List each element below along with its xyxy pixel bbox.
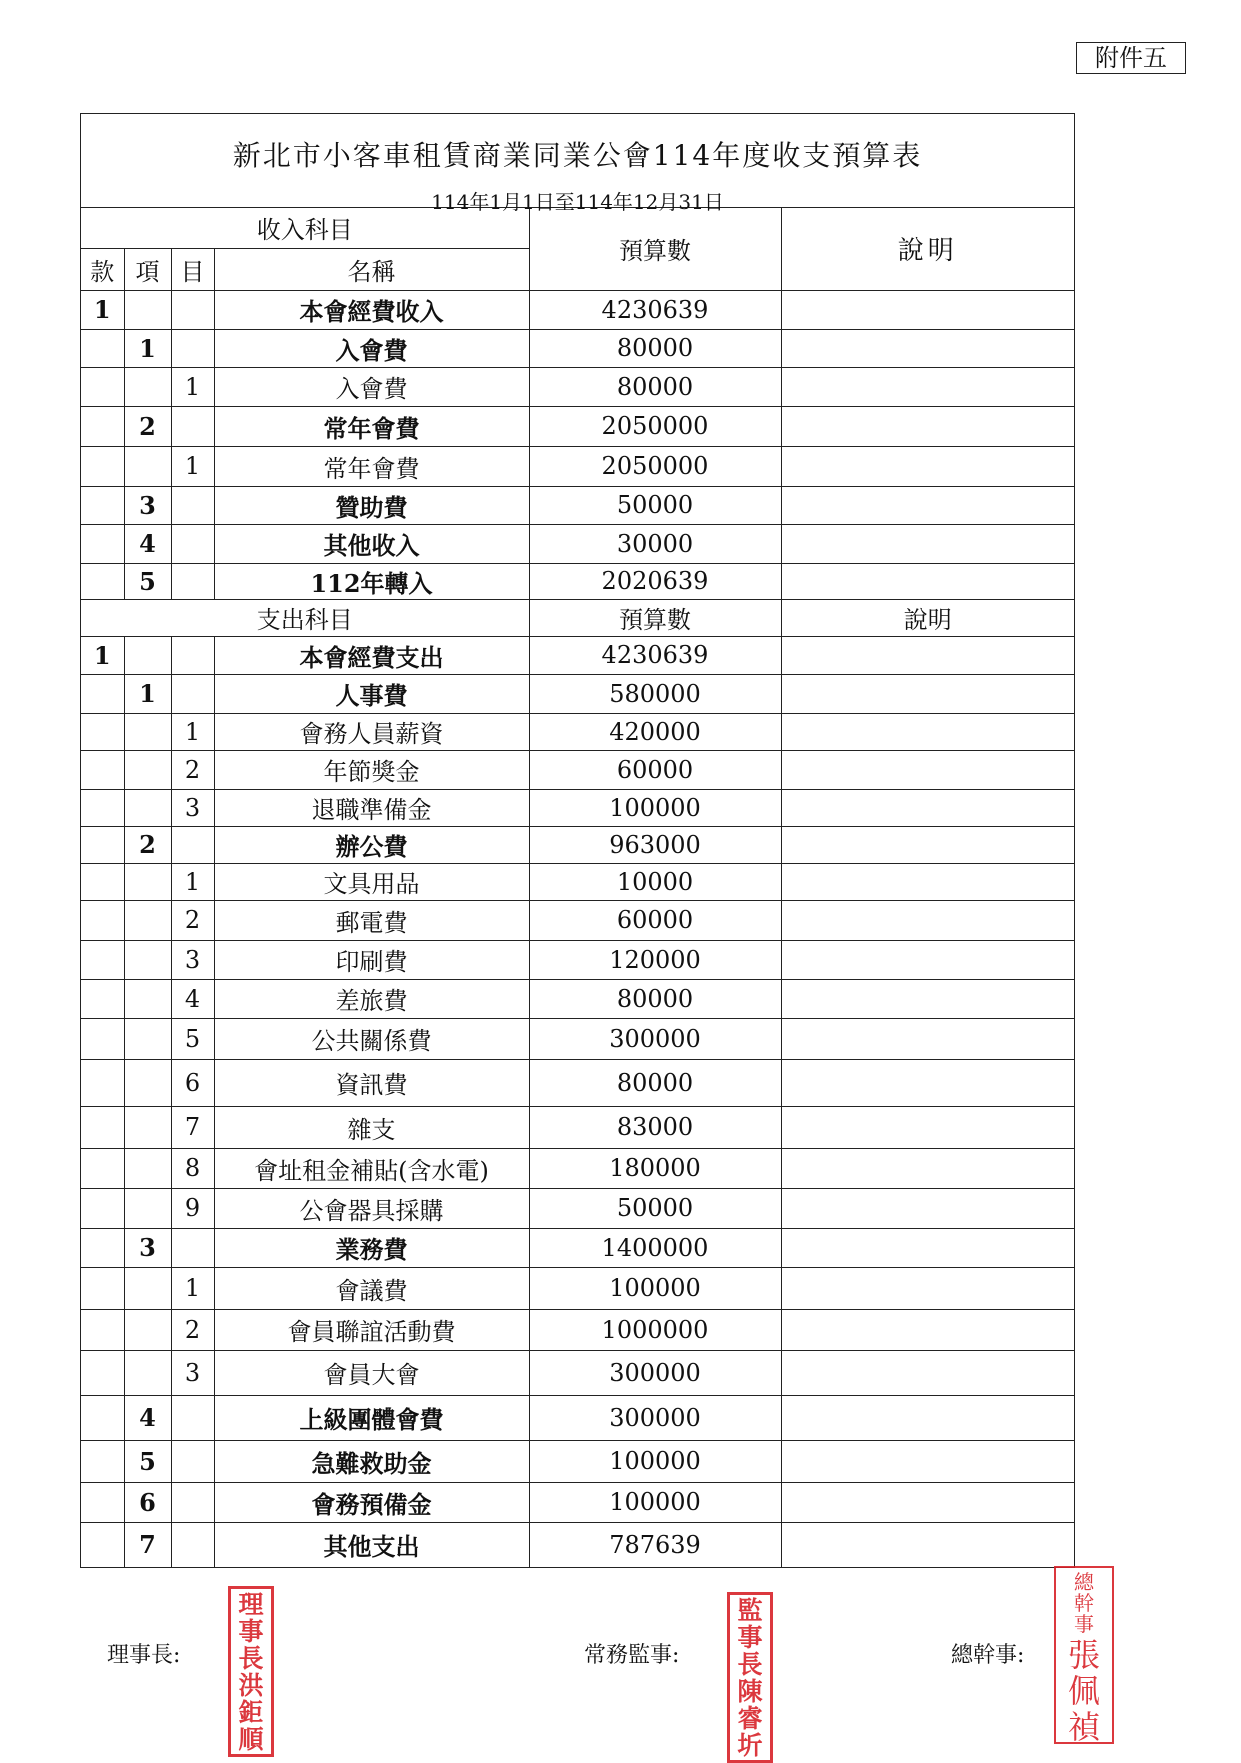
kuan-cell	[81, 1395, 124, 1440]
note-cell	[781, 1228, 1074, 1267]
item-name-cell: 其他支出	[214, 1522, 529, 1567]
amount-cell: 80000	[529, 329, 781, 367]
kuan-cell	[81, 826, 124, 863]
attachment-label: 附件五	[1076, 42, 1186, 74]
expense-row	[81, 1267, 1074, 1309]
income-section-label: 收入科目	[81, 208, 529, 248]
budget-table-body	[81, 208, 1074, 1567]
note-cell	[781, 1482, 1074, 1522]
amount-cell: 80000	[529, 1059, 781, 1106]
mu-cell	[171, 1482, 214, 1522]
amount-cell: 120000	[529, 940, 781, 979]
xiang-cell: 6	[124, 1482, 171, 1522]
note-cell	[781, 446, 1074, 486]
item-name-cell: 本會經費支出	[214, 636, 529, 674]
mu-cell	[171, 329, 214, 367]
income-row	[81, 524, 1074, 563]
mu-cell	[171, 674, 214, 713]
item-name-cell: 入會費	[214, 329, 529, 367]
income-row	[81, 406, 1074, 446]
xiang-cell	[124, 1350, 171, 1395]
xiang-cell: 3	[124, 486, 171, 524]
note-cell	[781, 1148, 1074, 1188]
kuan-cell	[81, 367, 124, 406]
note-cell	[781, 1018, 1074, 1059]
mu-cell: 2	[171, 1309, 214, 1350]
xiang-cell	[124, 789, 171, 826]
amount-cell: 50000	[529, 1188, 781, 1228]
note-cell	[781, 486, 1074, 524]
amount-cell: 4230639	[529, 290, 781, 329]
document-title: 新北市小客車租賃商業同業公會114年度收支預算表	[232, 139, 923, 172]
item-name-cell: 郵電費	[214, 900, 529, 940]
xiang-cell: 4	[124, 524, 171, 563]
header-kuan: 款	[81, 248, 124, 290]
expense-row	[81, 789, 1074, 826]
expense-row	[81, 1228, 1074, 1267]
note-cell	[781, 940, 1074, 979]
income-row	[81, 329, 1074, 367]
xiang-cell	[124, 1106, 171, 1148]
xiang-cell: 2	[124, 406, 171, 446]
item-name-cell: 業務費	[214, 1228, 529, 1267]
xiang-cell: 7	[124, 1522, 171, 1567]
item-name-cell: 上級團體會費	[214, 1395, 529, 1440]
expense-row	[81, 979, 1074, 1018]
note-cell	[781, 789, 1074, 826]
note-cell	[781, 563, 1074, 599]
amount-cell: 100000	[529, 1482, 781, 1522]
kuan-cell	[81, 1522, 124, 1567]
income-row	[81, 486, 1074, 524]
xiang-cell	[124, 290, 171, 329]
chairman-seal: 理 事 長 洪 鉅 順	[228, 1586, 274, 1757]
secretary-label: 總幹事:	[951, 1643, 1025, 1668]
mu-cell	[171, 290, 214, 329]
secretary-seal: 總 幹 事 張 佩 禎	[1054, 1566, 1114, 1744]
expense-row	[81, 826, 1074, 863]
chairman-label: 理事長:	[107, 1643, 181, 1668]
amount-cell: 2050000	[529, 446, 781, 486]
note-cell	[781, 1188, 1074, 1228]
item-name-cell: 資訊費	[214, 1059, 529, 1106]
item-name-cell: 入會費	[214, 367, 529, 406]
mu-cell	[171, 636, 214, 674]
expense-row	[81, 1106, 1074, 1148]
amount-cell: 300000	[529, 1350, 781, 1395]
item-name-cell: 常年會費	[214, 446, 529, 486]
item-name-cell: 會議費	[214, 1267, 529, 1309]
note-cell	[781, 1522, 1074, 1567]
item-name-cell: 辦公費	[214, 826, 529, 863]
item-name-cell: 差旅費	[214, 979, 529, 1018]
expense-row	[81, 1440, 1074, 1482]
note-cell	[781, 713, 1074, 750]
kuan-cell	[81, 750, 124, 789]
expense-row	[81, 1482, 1074, 1522]
expense-budget-header: 預算數	[529, 599, 781, 636]
item-name-cell: 公共關係費	[214, 1018, 529, 1059]
xiang-cell	[124, 1267, 171, 1309]
note-cell	[781, 329, 1074, 367]
mu-cell: 1	[171, 713, 214, 750]
mu-cell	[171, 1395, 214, 1440]
signature-area	[0, 1570, 1241, 1760]
mu-cell: 3	[171, 789, 214, 826]
expense-row	[81, 713, 1074, 750]
mu-cell	[171, 524, 214, 563]
xiang-cell	[124, 1309, 171, 1350]
amount-cell: 180000	[529, 1148, 781, 1188]
expense-row	[81, 940, 1074, 979]
xiang-cell	[124, 713, 171, 750]
item-name-cell: 文具用品	[214, 863, 529, 900]
mu-cell	[171, 826, 214, 863]
kuan-cell	[81, 1018, 124, 1059]
kuan-cell	[81, 1148, 124, 1188]
title-block	[81, 114, 1074, 214]
kuan-cell	[81, 863, 124, 900]
amount-cell: 2050000	[529, 406, 781, 446]
amount-cell: 2020639	[529, 563, 781, 599]
mu-cell	[171, 406, 214, 446]
kuan-cell	[81, 1106, 124, 1148]
xiang-cell: 4	[124, 1395, 171, 1440]
kuan-cell	[81, 406, 124, 446]
note-cell	[781, 1440, 1074, 1482]
mu-cell: 1	[171, 367, 214, 406]
kuan-cell	[81, 1350, 124, 1395]
amount-cell: 100000	[529, 789, 781, 826]
kuan-cell: 1	[81, 636, 124, 674]
xiang-cell	[124, 367, 171, 406]
expense-row	[81, 863, 1074, 900]
amount-cell: 83000	[529, 1106, 781, 1148]
expense-section-header-row	[81, 599, 1074, 636]
amount-cell: 100000	[529, 1440, 781, 1482]
amount-cell: 80000	[529, 979, 781, 1018]
expense-row	[81, 1395, 1074, 1440]
mu-cell: 8	[171, 1148, 214, 1188]
amount-cell: 420000	[529, 713, 781, 750]
kuan-cell	[81, 940, 124, 979]
expense-row	[81, 1059, 1074, 1106]
expense-row	[81, 1309, 1074, 1350]
xiang-cell	[124, 1018, 171, 1059]
xiang-cell	[124, 1148, 171, 1188]
expense-row	[81, 674, 1074, 713]
xiang-cell: 5	[124, 1440, 171, 1482]
item-name-cell: 公會器具採購	[214, 1188, 529, 1228]
xiang-cell: 1	[124, 674, 171, 713]
xiang-cell	[124, 1188, 171, 1228]
item-name-cell: 雜支	[214, 1106, 529, 1148]
amount-cell: 4230639	[529, 636, 781, 674]
item-name-cell: 贊助費	[214, 486, 529, 524]
kuan-cell	[81, 1059, 124, 1106]
mu-cell	[171, 1440, 214, 1482]
note-cell	[781, 290, 1074, 329]
kuan-cell	[81, 1267, 124, 1309]
item-name-cell: 年節獎金	[214, 750, 529, 789]
kuan-cell	[81, 1228, 124, 1267]
amount-cell: 80000	[529, 367, 781, 406]
income-row	[81, 290, 1074, 329]
kuan-cell	[81, 1309, 124, 1350]
kuan-cell	[81, 1482, 124, 1522]
amount-cell: 580000	[529, 674, 781, 713]
item-name-cell: 會務人員薪資	[214, 713, 529, 750]
xiang-cell: 2	[124, 826, 171, 863]
mu-cell: 2	[171, 900, 214, 940]
mu-cell: 1	[171, 1267, 214, 1309]
amount-cell: 60000	[529, 750, 781, 789]
expense-row	[81, 1350, 1074, 1395]
kuan-cell	[81, 674, 124, 713]
amount-cell: 10000	[529, 863, 781, 900]
item-name-cell: 急難救助金	[214, 1440, 529, 1482]
note-cell	[781, 406, 1074, 446]
item-name-cell: 常年會費	[214, 406, 529, 446]
item-name-cell: 會員聯誼活動費	[214, 1309, 529, 1350]
income-row	[81, 446, 1074, 486]
note-cell	[781, 1106, 1074, 1148]
amount-cell: 60000	[529, 900, 781, 940]
amount-cell: 300000	[529, 1395, 781, 1440]
expense-row	[81, 1148, 1074, 1188]
mu-cell: 1	[171, 863, 214, 900]
item-name-cell: 其他收入	[214, 524, 529, 563]
income-row	[81, 367, 1074, 406]
kuan-cell	[81, 563, 124, 599]
note-cell	[781, 636, 1074, 674]
supervisor-label: 常務監事:	[584, 1643, 680, 1668]
amount-cell: 1400000	[529, 1228, 781, 1267]
expense-section-label: 支出科目	[81, 599, 529, 636]
note-cell	[781, 1309, 1074, 1350]
header-name: 名稱	[214, 248, 529, 290]
note-cell	[781, 524, 1074, 563]
kuan-cell	[81, 979, 124, 1018]
note-cell	[781, 367, 1074, 406]
xiang-cell	[124, 1059, 171, 1106]
amount-cell: 30000	[529, 524, 781, 563]
mu-cell: 2	[171, 750, 214, 789]
expense-row	[81, 636, 1074, 674]
expense-note-header: 說明	[781, 599, 1074, 636]
xiang-cell: 5	[124, 563, 171, 599]
amount-cell: 300000	[529, 1018, 781, 1059]
expense-row	[81, 1522, 1074, 1567]
amount-cell: 50000	[529, 486, 781, 524]
expense-row	[81, 1188, 1074, 1228]
mu-cell: 9	[171, 1188, 214, 1228]
budget-sheet	[80, 113, 1075, 1568]
item-name-cell: 會址租金補貼(含水電)	[214, 1148, 529, 1188]
note-cell	[781, 863, 1074, 900]
mu-cell: 1	[171, 446, 214, 486]
note-cell	[781, 900, 1074, 940]
expense-row	[81, 900, 1074, 940]
kuan-cell	[81, 1188, 124, 1228]
expense-row	[81, 1018, 1074, 1059]
header-xiang: 項	[124, 248, 171, 290]
note-cell	[781, 1059, 1074, 1106]
income-note-header: 說明	[781, 208, 1074, 290]
amount-cell: 787639	[529, 1522, 781, 1567]
header-mu: 目	[171, 248, 214, 290]
note-cell	[781, 1267, 1074, 1309]
income-budget-header: 預算數	[529, 208, 781, 290]
xiang-cell	[124, 863, 171, 900]
note-cell	[781, 1350, 1074, 1395]
mu-cell: 6	[171, 1059, 214, 1106]
mu-cell: 7	[171, 1106, 214, 1148]
item-name-cell: 會務預備金	[214, 1482, 529, 1522]
note-cell	[781, 1395, 1074, 1440]
xiang-cell: 1	[124, 329, 171, 367]
budget-table	[81, 208, 1074, 1568]
item-name-cell: 印刷費	[214, 940, 529, 979]
item-name-cell: 本會經費收入	[214, 290, 529, 329]
note-cell	[781, 674, 1074, 713]
income-row	[81, 563, 1074, 599]
item-name-cell: 人事費	[214, 674, 529, 713]
xiang-cell: 3	[124, 1228, 171, 1267]
mu-cell: 3	[171, 1350, 214, 1395]
kuan-cell	[81, 1440, 124, 1482]
kuan-cell: 1	[81, 290, 124, 329]
note-cell	[781, 826, 1074, 863]
document-period: 114年1月1日至114年12月31日	[431, 190, 724, 214]
mu-cell: 5	[171, 1018, 214, 1059]
amount-cell: 1000000	[529, 1309, 781, 1350]
kuan-cell	[81, 900, 124, 940]
item-name-cell: 會員大會	[214, 1350, 529, 1395]
xiang-cell	[124, 900, 171, 940]
xiang-cell	[124, 940, 171, 979]
kuan-cell	[81, 789, 124, 826]
mu-cell	[171, 1522, 214, 1567]
mu-cell	[171, 1228, 214, 1267]
supervisor-seal: 監 事 長 陳 睿 圻	[727, 1592, 773, 1763]
note-cell	[781, 750, 1074, 789]
xiang-cell	[124, 446, 171, 486]
item-name-cell: 112年轉入	[214, 563, 529, 599]
xiang-cell	[124, 750, 171, 789]
kuan-cell	[81, 329, 124, 367]
kuan-cell	[81, 446, 124, 486]
kuan-cell	[81, 486, 124, 524]
amount-cell: 100000	[529, 1267, 781, 1309]
item-name-cell: 退職準備金	[214, 789, 529, 826]
amount-cell: 963000	[529, 826, 781, 863]
mu-cell: 4	[171, 979, 214, 1018]
mu-cell	[171, 486, 214, 524]
kuan-cell	[81, 713, 124, 750]
xiang-cell	[124, 979, 171, 1018]
mu-cell	[171, 563, 214, 599]
note-cell	[781, 979, 1074, 1018]
expense-row	[81, 750, 1074, 789]
mu-cell: 3	[171, 940, 214, 979]
kuan-cell	[81, 524, 124, 563]
xiang-cell	[124, 636, 171, 674]
